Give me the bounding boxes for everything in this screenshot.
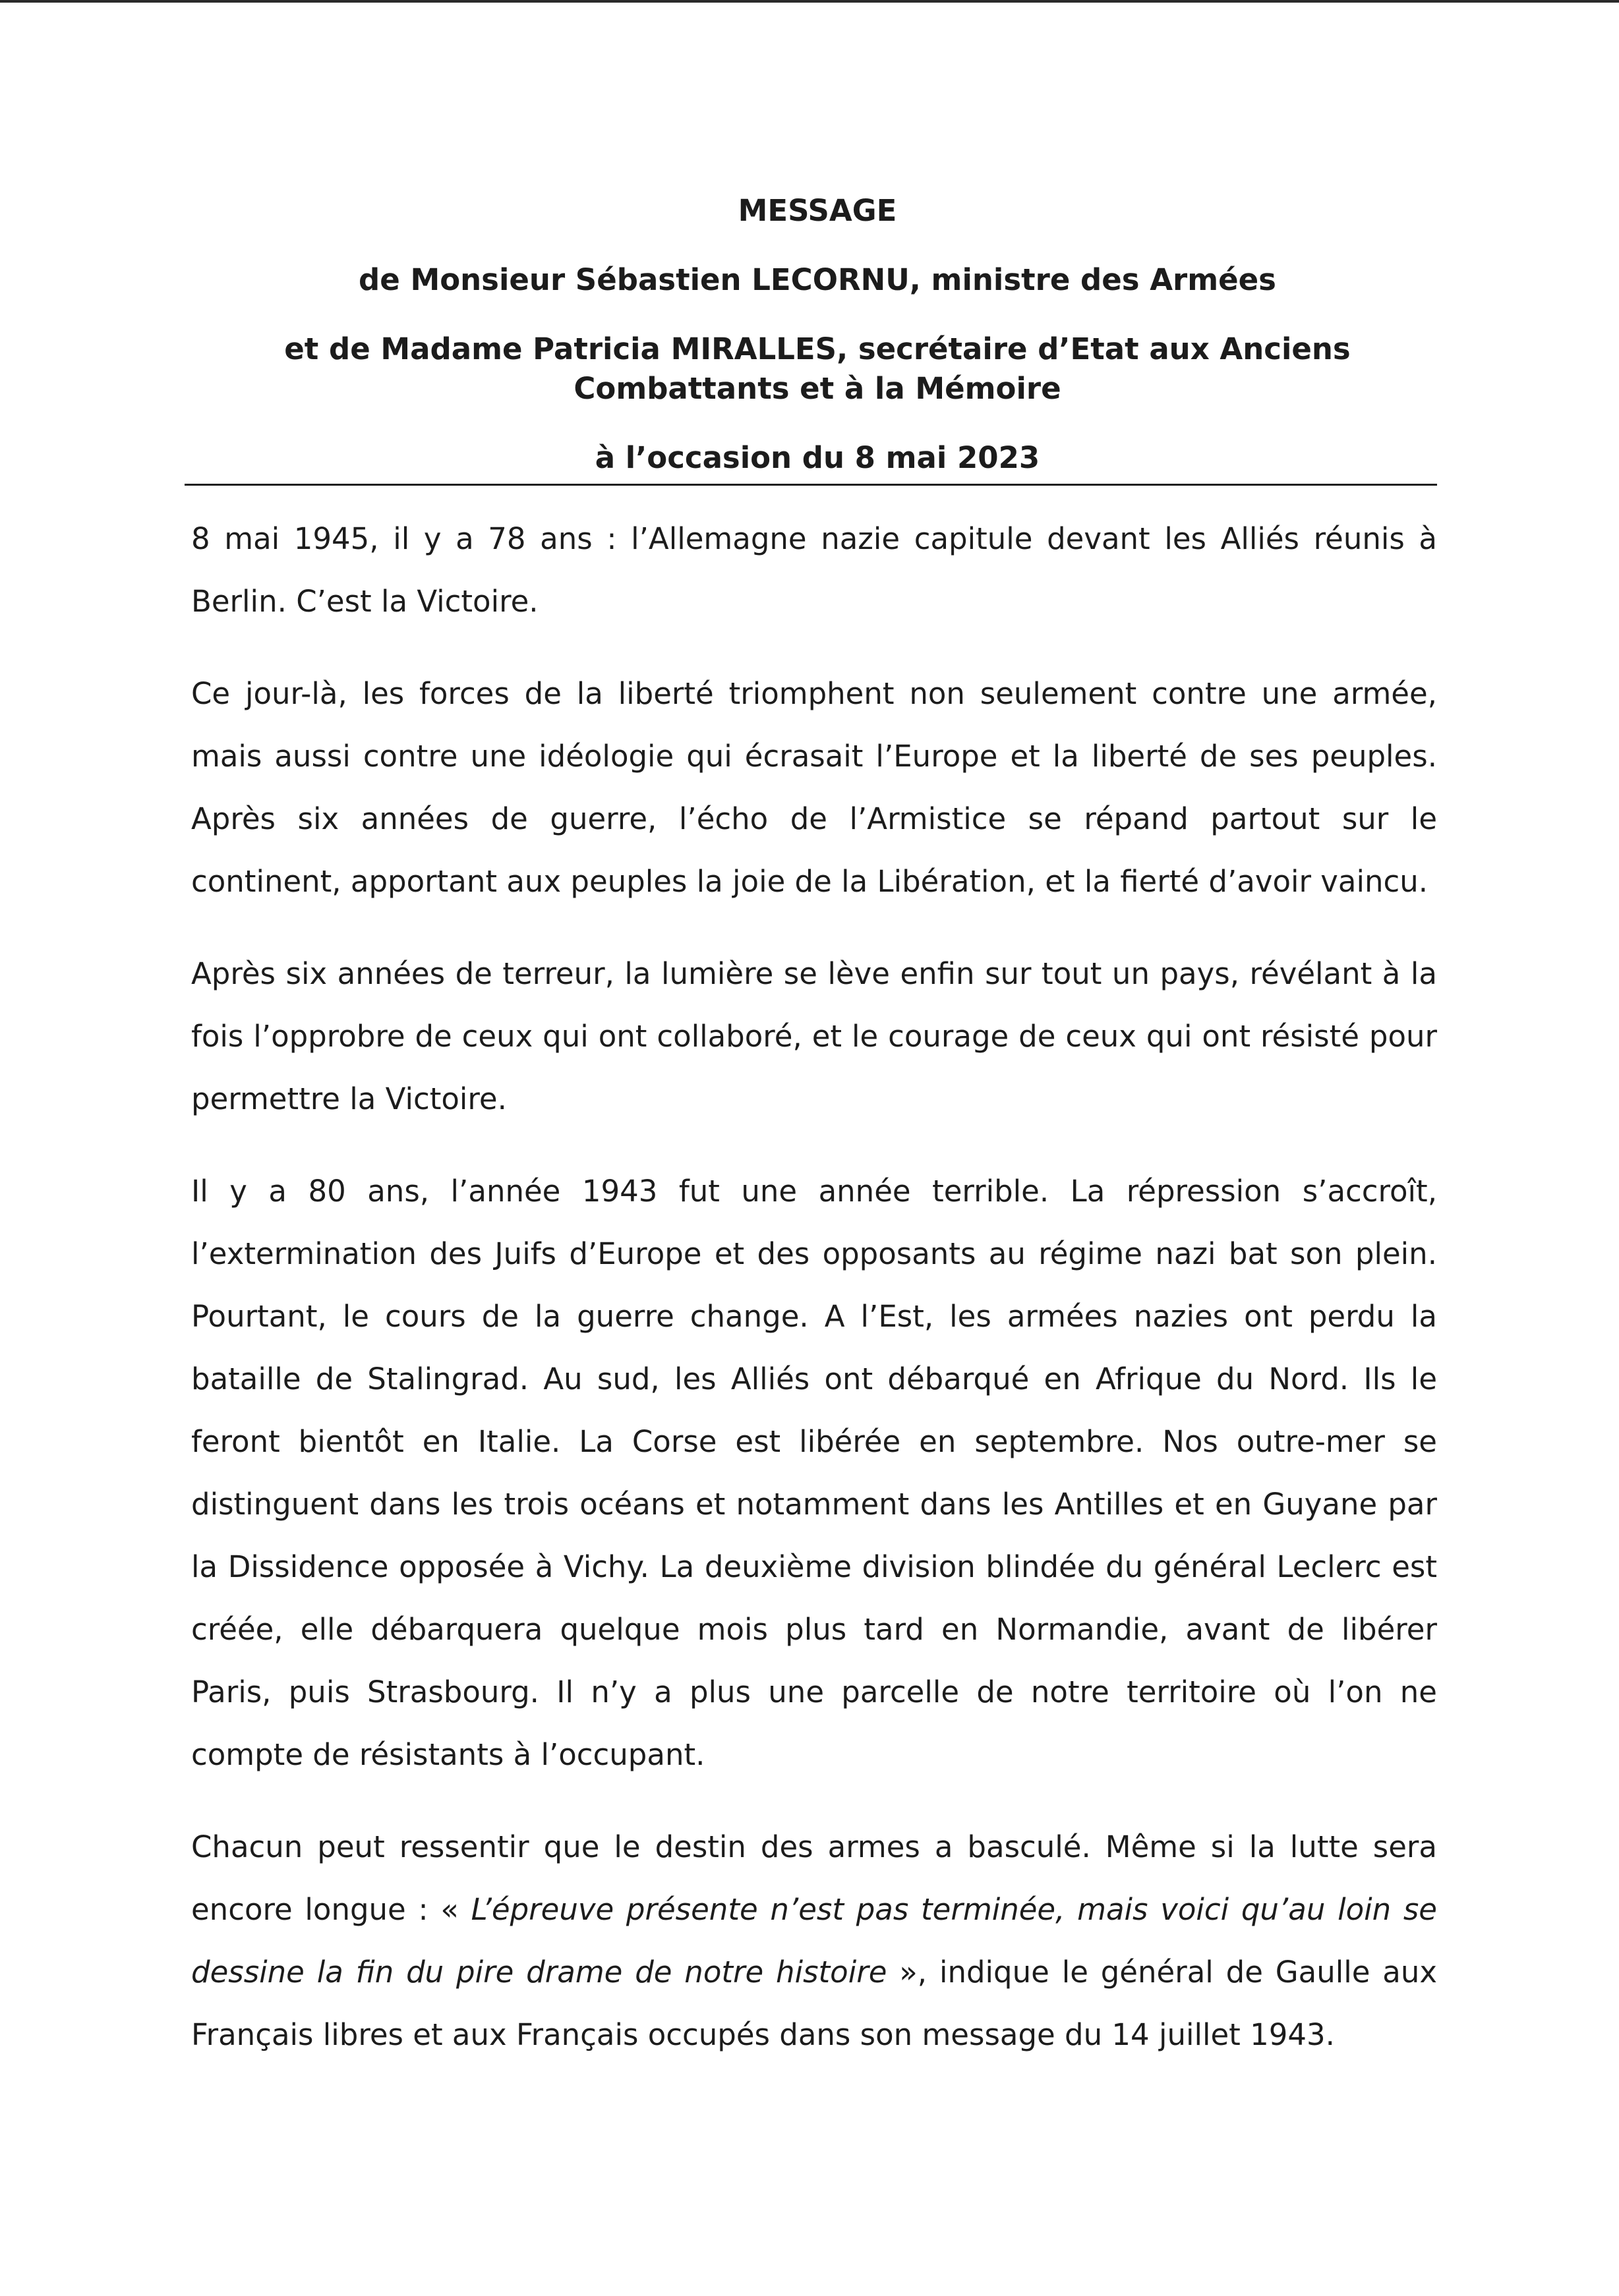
minister-line: de Monsieur Sébastien LECORNU, ministre des Armées (359, 262, 1276, 297)
paragraph-5-start: Chacun peut ressentir que le destin des armes a basculé. Même si la lutte sera encore longue : « (191, 1829, 1437, 1927)
paragraph-5-end: », indique le général de Gaulle aux Français libres et aux Français occupés dans son message du 14 juillet 1943. (191, 1955, 1438, 2052)
paragraph-3: Après six années de terreur, la lumière se lève enfin sur tout un pays, révélant à la fois l’opprobre de ceux qui ont collaboré, et le courage de ceux qui ont résisté pour permettre la Victoire. (191, 956, 1437, 1116)
message-body (191, 507, 1437, 2096)
scan-edge (0, 0, 1619, 3)
occasion-line: à l’occasion du 8 mai 2023 (595, 440, 1040, 475)
paragraph-1: 8 mai 1945, il y a 78 ans : l’Allemagne nazie capitule devant les Alliés réunis à Berlin. C’est la Victoire. (191, 521, 1437, 619)
de-gaulle-quote: L’épreuve présente n’est pas terminée, mais voici qu’au loin se dessine la fin du pire drame de notre histoire (191, 1892, 1437, 1990)
message-header (185, 191, 1450, 478)
paragraph-5 (191, 1816, 1437, 2066)
paragraph-4: Il y a 80 ans, l’année 1943 fut une année terrible. La répression s’accroît, l’extermination des Juifs d’Europe et des opposants au régime nazi bat son plein. Pourtant, le cours de la guerre change. A l’Est, les armées nazies ont perdu la bataille de Stalingrad. Au sud, les Alliés ont débarqué en Afrique du Nord. Ils le feront bientôt en Italie. La Corse est libérée en septembre. Nos outre-mer se distinguent dans les trois océans et notamment dans les Antilles et en Guyane par la Dissidence opposée à Vichy. La deuxième division blindée du général Leclerc est créée, elle débarquera quelque mois plus tard en Normandie, avant de libérer Paris, puis Strasbourg. Il n’y a plus une parcelle de notre territoire où l’on ne compte de résistants à l’occupant. (191, 1174, 1437, 1772)
header-divider (185, 484, 1437, 486)
message-title: MESSAGE (738, 193, 897, 228)
secretary-line: et de Madame Patricia MIRALLES, secrétaire d’Etat aux Anciens Combattants et à la Mémoire (284, 331, 1351, 406)
paragraph-2: Ce jour-là, les forces de la liberté triomphent non seulement contre une armée, mais aussi contre une idéologie qui écrasait l’Europe et la liberté de ses peuples. Après six années de guerre, l’écho de l’Armistice se répand partout sur le continent, apportant aux peuples la joie de la Libération, et la fierté d’avoir vaincu. (191, 676, 1437, 899)
